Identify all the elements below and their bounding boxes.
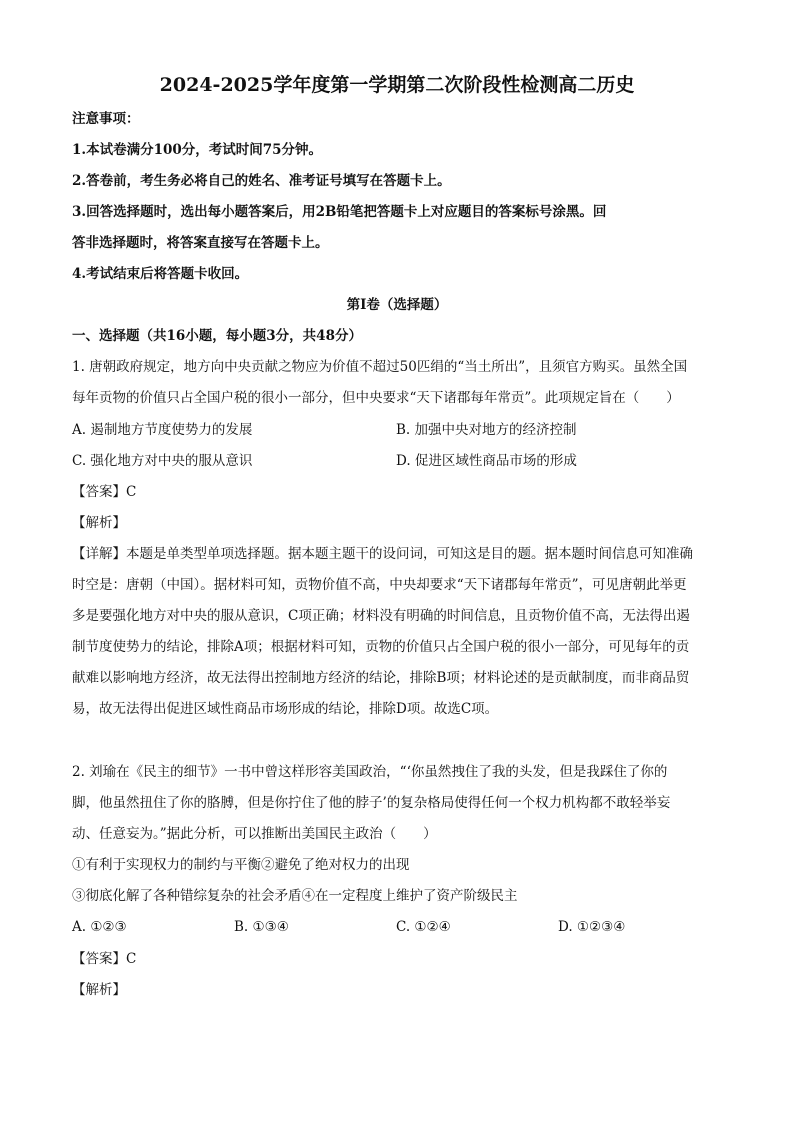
q2-stem-line-2: 脚，他虽然扭住了你的胳膊，但是你拧住了他的脖子’的复杂格局使得任何一个权力机构都不敢轻举妄 xyxy=(72,795,671,811)
q1-stem-line-2: 每年贡物的价值只占全国户税的很小一部分，但中央要求“天下诸郡每年常贡”。此项规定旨在（ ） xyxy=(72,390,680,406)
q2-option-b: B. ①③④ xyxy=(234,919,289,935)
notice-item-2: 2.答卷前，考生务必将自己的姓名、准考证号填写在答题卡上。 xyxy=(72,173,451,189)
q2-stem-line-1: 2. 刘瑜在《民主的细节》一书中曾这样形容美国政治，“‘你虽然拽住了我的头发，但是我踩住了你的 xyxy=(72,764,668,780)
q1-option-c: C. 强化地方对中央的服从意识 xyxy=(72,453,253,469)
notice-item-3: 3.回答选择题时，选出每小题答案后，用2B铅笔把答题卡上对应题目的答案标号涂黑。回 xyxy=(72,204,607,220)
notice-heading: 注意事项： xyxy=(72,111,140,127)
q2-option-d: D. ①②③④ xyxy=(558,919,626,935)
q1-detail-line-4: 制节度使势力的结论，排除A项；根据材料可知，贡物的价值只占全国户税的很小一部分，可见每年的贡 xyxy=(72,639,690,655)
q2-statement-line-2: ③彻底化解了各种错综复杂的社会矛盾④在一定程度上维护了资产阶级民主 xyxy=(72,888,518,904)
part-title: 第Ⅰ卷（选择题） xyxy=(346,297,448,313)
q2-option-a: A. ①②③ xyxy=(72,919,127,935)
q1-analysis-heading: 【解析】 xyxy=(72,515,126,531)
q1-detail-line-3: 多是要强化地方对中央的服从意识，C项正确；材料没有明确的时间信息，且贡物价值不高，无法得出遏 xyxy=(72,608,690,624)
notice-item-4: 4.考试结束后将答题卡收回。 xyxy=(72,266,249,282)
q2-answer: 【答案】C xyxy=(72,951,137,967)
q1-detail-line-1: 【详解】本题是单类型单项选择题。据本题主题干的设问词，可知这是目的题。据本题时间信息可知准确 xyxy=(72,546,693,562)
q1-stem-line-1: 1. 唐朝政府规定，地方向中央贡献之物应为价值不超过50匹绢的“当土所出”，且须官方购买。虽然全国 xyxy=(72,359,688,375)
notice-item-3-cont: 答非选择题时，将答案直接写在答题卡上。 xyxy=(72,235,329,251)
q1-detail-line-5: 献难以影响地方经济，故无法得出控制地方经济的结论，排除B项；材料论述的是贡献制度，而非商品贸 xyxy=(72,670,690,686)
q1-detail-line-2: 时空是：唐朝（中国）。据材料可知，贡物价值不高，中央却要求“天下诸郡每年常贡”，可见唐朝此举更 xyxy=(72,577,687,593)
q2-option-c: C. ①②④ xyxy=(396,919,451,935)
q2-analysis-heading: 【解析】 xyxy=(72,982,126,998)
q1-answer: 【答案】C xyxy=(72,484,137,500)
q2-stem-line-3: 动、任意妄为。”据此分析，可以推断出美国民主政治（ ） xyxy=(72,826,437,842)
notice-item-1: 1.本试卷满分100分，考试时间75分钟。 xyxy=(72,142,323,158)
q1-option-d: D. 促进区域性商品市场的形成 xyxy=(396,453,577,469)
q2-statement-line-1: ①有利于实现权力的制约与平衡②避免了绝对权力的出现 xyxy=(72,857,410,873)
q1-option-a: A. 遏制地方节度使势力的发展 xyxy=(72,422,253,438)
q1-detail-line-6: 易，故无法得出促进区域性商品市场形成的结论，排除D项。故选C项。 xyxy=(72,701,499,717)
section-title: 一、选择题（共16小题，每小题3分，共48分） xyxy=(72,328,362,344)
q1-option-b: B. 加强中央对地方的经济控制 xyxy=(396,422,577,438)
page-title: 2024-2025学年度第一学期第二次阶段性检测高二历史 xyxy=(159,74,635,96)
